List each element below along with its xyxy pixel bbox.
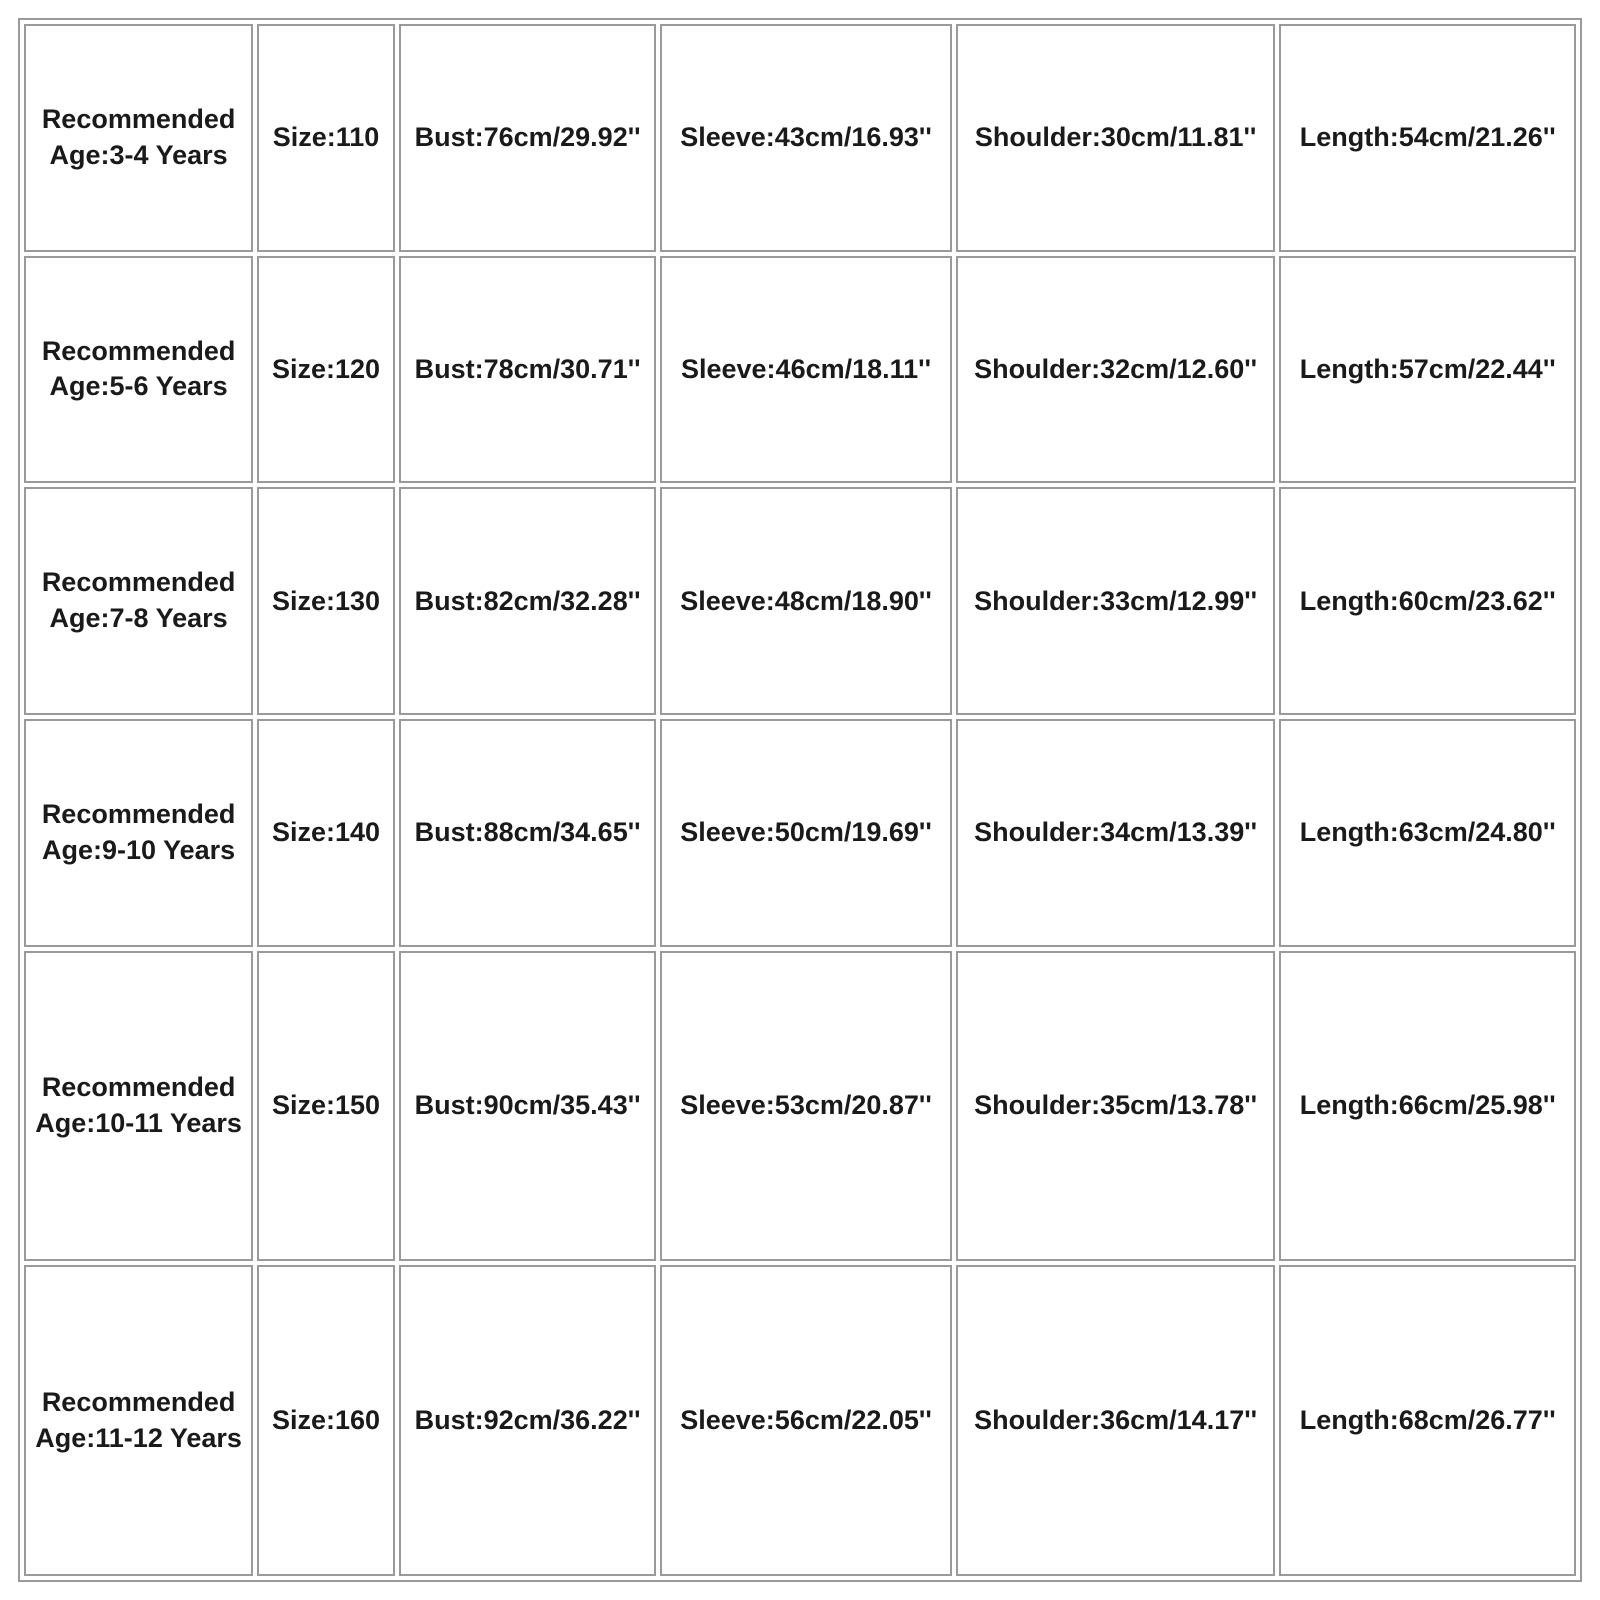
shoulder-cell: Shoulder:34cm/13.39'' xyxy=(956,719,1276,947)
sleeve-cell: Sleeve:48cm/18.90'' xyxy=(660,487,952,715)
size-row-150 xyxy=(24,951,1576,1262)
length-cell: Length:68cm/26.77'' xyxy=(1279,1265,1576,1576)
age-cell: Recommended Age:7-8 Years xyxy=(24,487,253,715)
length-cell: Length:66cm/25.98'' xyxy=(1279,951,1576,1262)
bust-cell: Bust:90cm/35.43'' xyxy=(399,951,656,1262)
size-cell: Size:130 xyxy=(257,487,395,715)
length-cell: Length:57cm/22.44'' xyxy=(1279,256,1576,484)
shoulder-cell: Shoulder:35cm/13.78'' xyxy=(956,951,1276,1262)
sleeve-cell: Sleeve:43cm/16.93'' xyxy=(660,24,952,252)
shoulder-cell: Shoulder:36cm/14.17'' xyxy=(956,1265,1276,1576)
sleeve-cell: Sleeve:50cm/19.69'' xyxy=(660,719,952,947)
size-row-130 xyxy=(24,487,1576,715)
size-cell: Size:110 xyxy=(257,24,395,252)
sleeve-cell: Sleeve:56cm/22.05'' xyxy=(660,1265,952,1576)
size-chart-table xyxy=(20,20,1580,1580)
bust-cell: Bust:82cm/32.28'' xyxy=(399,487,656,715)
size-row-110 xyxy=(24,24,1576,252)
shoulder-cell: Shoulder:30cm/11.81'' xyxy=(956,24,1276,252)
bust-cell: Bust:78cm/30.71'' xyxy=(399,256,656,484)
size-row-140 xyxy=(24,719,1576,947)
sleeve-cell: Sleeve:46cm/18.11'' xyxy=(660,256,952,484)
length-cell: Length:63cm/24.80'' xyxy=(1279,719,1576,947)
length-cell: Length:54cm/21.26'' xyxy=(1279,24,1576,252)
age-cell: Recommended Age:9-10 Years xyxy=(24,719,253,947)
bust-cell: Bust:88cm/34.65'' xyxy=(399,719,656,947)
size-cell: Size:120 xyxy=(257,256,395,484)
size-cell: Size:140 xyxy=(257,719,395,947)
length-cell: Length:60cm/23.62'' xyxy=(1279,487,1576,715)
size-cell: Size:160 xyxy=(257,1265,395,1576)
size-row-120 xyxy=(24,256,1576,484)
age-cell: Recommended Age:10-11 Years xyxy=(24,951,253,1262)
age-cell: Recommended Age:3-4 Years xyxy=(24,24,253,252)
size-cell: Size:150 xyxy=(257,951,395,1262)
shoulder-cell: Shoulder:32cm/12.60'' xyxy=(956,256,1276,484)
bust-cell: Bust:92cm/36.22'' xyxy=(399,1265,656,1576)
size-row-160 xyxy=(24,1265,1576,1576)
sleeve-cell: Sleeve:53cm/20.87'' xyxy=(660,951,952,1262)
bust-cell: Bust:76cm/29.92'' xyxy=(399,24,656,252)
size-chart xyxy=(18,18,1582,1582)
age-cell: Recommended Age:11-12 Years xyxy=(24,1265,253,1576)
age-cell: Recommended Age:5-6 Years xyxy=(24,256,253,484)
shoulder-cell: Shoulder:33cm/12.99'' xyxy=(956,487,1276,715)
